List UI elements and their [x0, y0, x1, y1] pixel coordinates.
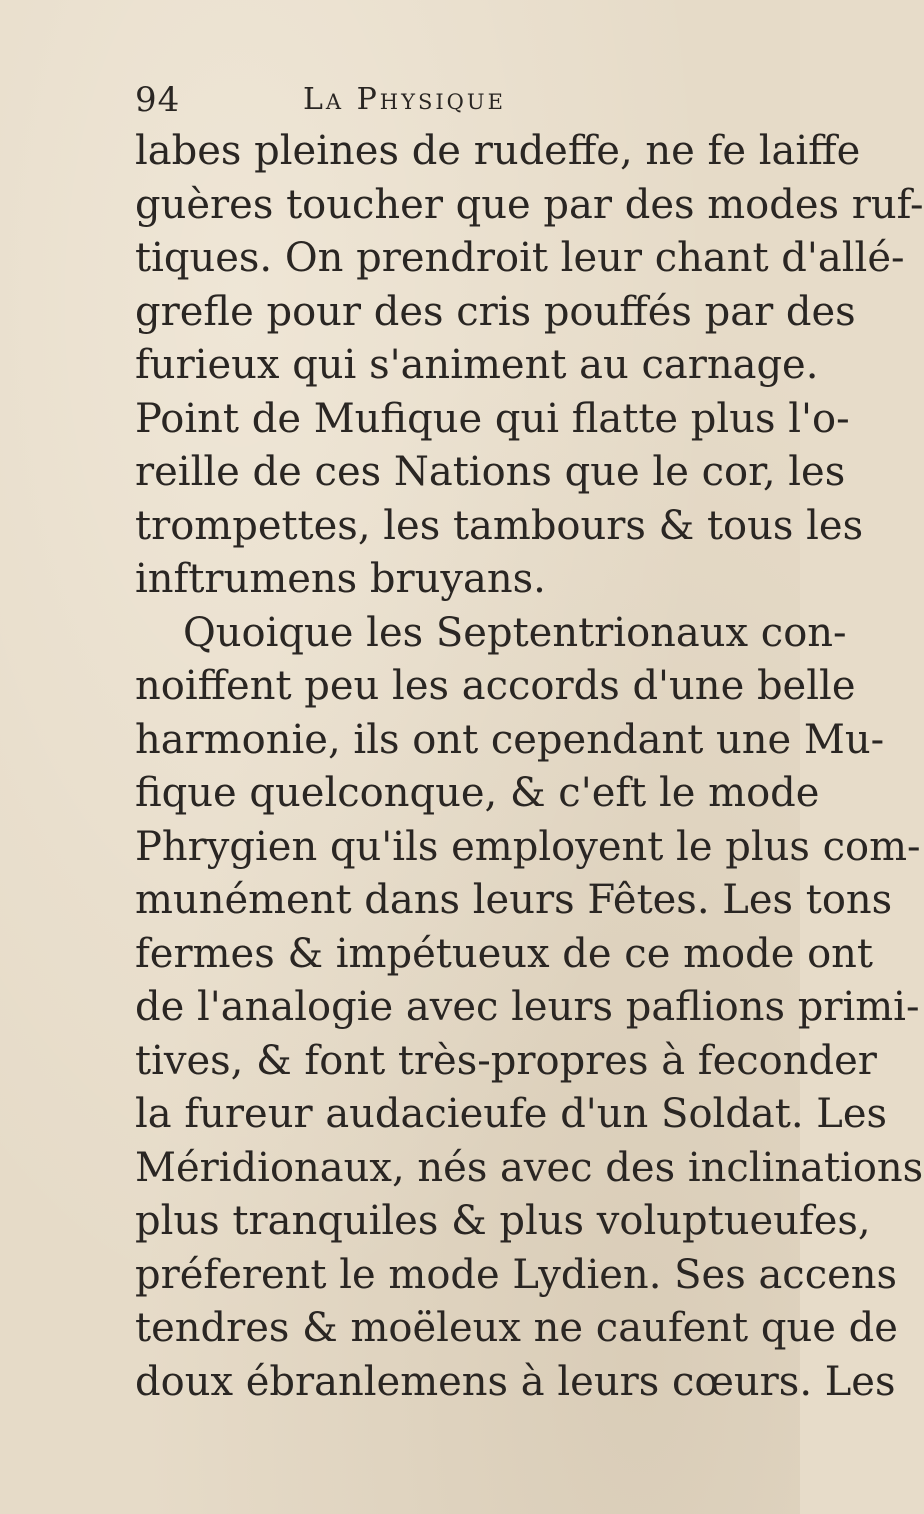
text-line: Point de Mufique qui flatte plus l'o-: [135, 395, 850, 442]
text-line: Phrygien qu'ils employent le plus com-: [135, 823, 921, 870]
paragraph-start-line: Quoique les Septentrionaux con-: [183, 609, 847, 656]
text-line: labes pleines de rudeffe, ne fe laiffe: [135, 128, 861, 174]
text-line: munément dans leurs Fêtes. Les tons: [135, 877, 893, 923]
text-line: plus tranquiles & plus voluptueufes,: [135, 1198, 871, 1244]
text-line: noiffent peu les accords d'une belle: [135, 663, 856, 709]
text-line: préferent le mode Lydien. Ses accens: [135, 1251, 898, 1298]
body-text: [135, 125, 924, 1409]
text-line: Méridionaux, nés avec des inclinations: [135, 1144, 924, 1191]
page-header: [135, 76, 695, 124]
text-line: doux ébranlemens à leurs cœurs. Les: [135, 1358, 896, 1405]
page-number: 94: [135, 80, 181, 120]
text-line: guères toucher que par des modes ruf-: [135, 181, 924, 228]
text-line: tiques. On prendroit leur chant d'allé-: [135, 235, 905, 281]
text-line: harmonie, ils ont cependant une Mu-: [135, 716, 885, 763]
text-line: reille de ces Nations que le cor, les: [135, 449, 846, 495]
text-line: la fureur audacieufe d'un Soldat. Les: [135, 1091, 888, 1137]
text-line: furieux qui s'animent au carnage.: [135, 342, 819, 388]
text-line: grefle pour des cris pouffés par des: [135, 288, 856, 335]
text-line: inftrumens bruyans.: [135, 556, 546, 602]
text-line: de l'analogie avec leurs paflions primi-: [135, 984, 920, 1030]
text-line: fermes & impétueux de ce mode ont: [135, 930, 874, 977]
text-line: tives, & font très-propres à feconder: [135, 1037, 877, 1084]
text-line: trompettes, les tambours & tous les: [135, 502, 864, 549]
running-title: La Physique: [303, 82, 506, 117]
text-line: fique quelconque, & c'eft le mode: [135, 770, 820, 816]
text-line: tendres & moëleux ne caufent que de: [135, 1305, 898, 1351]
